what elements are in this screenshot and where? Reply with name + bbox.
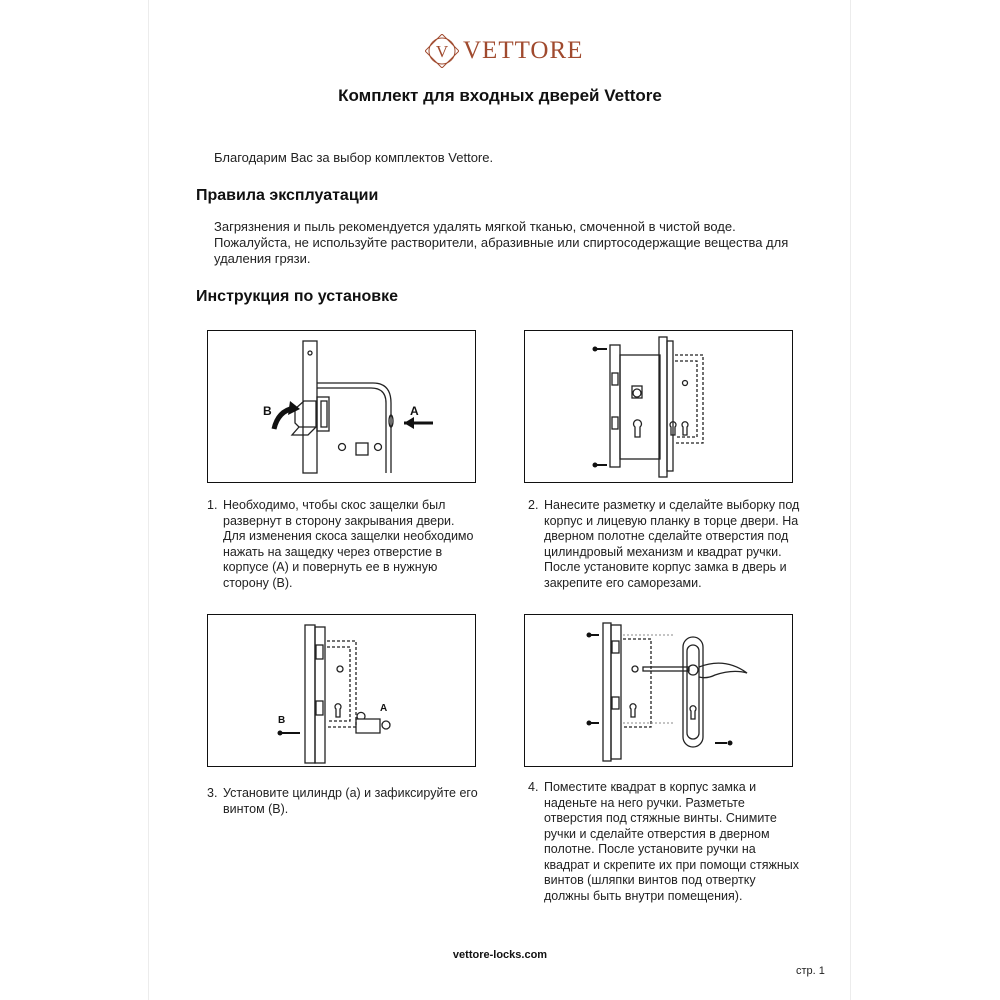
rules-heading: Правила эксплуатации [196, 187, 379, 204]
step-number: 4. [528, 780, 539, 794]
step-text: Нанесите разметку и сделайте выборку под корпус и лицевую планку в торце двери. На дверном полотне сделайте отверстия под цилиндровый механизм и квадрат ручки. После установите корпус замка в дверь и закрепите его саморезами. [544, 498, 800, 590]
install-step-2 [528, 498, 800, 591]
page-edge-left [148, 0, 149, 1000]
step-number: 2. [528, 498, 539, 512]
brand-mark-letter: V [435, 42, 449, 61]
handle-install-illustration [525, 615, 791, 765]
page-edge-right [850, 0, 851, 1000]
figure-step-2 [524, 330, 793, 483]
cylinder-install-illustration [208, 615, 474, 765]
label-a: A [410, 404, 419, 418]
thanks-text: Благодарим Вас за выбор комплектов Vettore. [214, 150, 494, 165]
step-text: Установите цилиндр (а) и зафиксируйте его винтом (В). [223, 786, 478, 816]
page-title: Комплект для входных дверей Vettore [338, 86, 662, 105]
install-step-3 [207, 786, 479, 817]
figure-step-4 [524, 614, 793, 767]
install-step-1 [207, 498, 479, 591]
latch-reverse-illustration [208, 331, 474, 481]
figure-step-1 [207, 330, 476, 483]
step-text: Необходимо, чтобы скос защелки был развернут в сторону закрывания двери. Для изменения скоса защелки необходимо нажать на защедку через отверстие в корпусе (А) и повернуть ее в нужную сторону (В). [223, 498, 474, 590]
label-b: B [263, 404, 272, 418]
label-a: A [380, 703, 388, 714]
step-text: Поместите квадрат в корпус замка и наденьте на него ручки. Разметьте отверстия под стяжные винты. Снимите ручки и сделайте отверстия в дверном полотне. После установите ручки на квадрат и скрепите их при помощи стяжных винтов (шляпки винтов под отвертку должны быть внутри помещения). [544, 780, 800, 903]
install-heading: Инструкция по установке [196, 288, 399, 305]
brand-logo [425, 34, 583, 68]
website-link[interactable]: vettore-locks.com [452, 949, 548, 961]
lock-body-mount-illustration [525, 331, 791, 481]
page-number: стр. 1 [796, 965, 825, 977]
label-b: B [278, 715, 286, 726]
step-number: 1. [207, 498, 218, 512]
brand-mark-icon [425, 34, 459, 68]
figure-step-3 [207, 614, 476, 767]
rules-text: Загрязнения и пыль рекомендуется удалять мягкой тканью, смоченной в чистой воде. Пожалуйста, не используйте растворители, абразивные или спиртосодержащие вещества для удаления грязи. [214, 219, 789, 266]
brand-name: VETTORE [463, 37, 584, 64]
step-number: 3. [207, 786, 218, 800]
install-step-4 [528, 780, 800, 904]
